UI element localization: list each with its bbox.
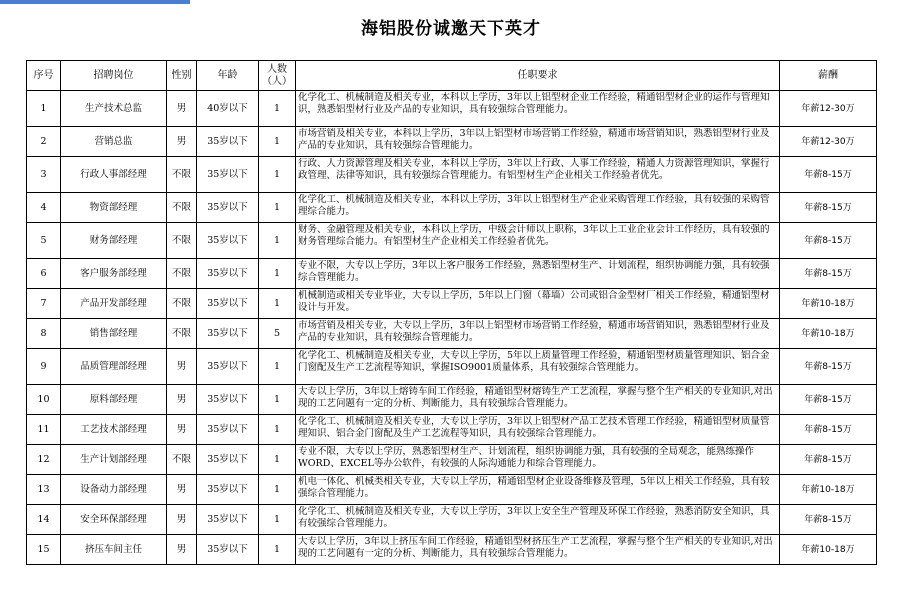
row-no: 14	[27, 505, 61, 535]
requirements-text: 市场营销及相关专业，大专以上学历，3年以上铝型材市场营销工作经验，精通市场营销知识，熟悉铝型材行业及产品的专业知识，具有较强综合管理能力。	[298, 320, 770, 343]
row-count: 1	[259, 505, 296, 535]
row-position: 营销总监	[61, 127, 167, 157]
requirements-text: 机电一体化、机械类相关专业，大专以上学历，精通铝型材企业设备维修及管理，5年以上相关工作经验，具有较强综合管理能力。	[298, 476, 770, 499]
row-age: 35岁以下	[197, 259, 259, 289]
row-position: 工艺技术部经理	[61, 415, 167, 445]
table-row	[27, 127, 877, 157]
row-no: 4	[27, 193, 61, 223]
row-gender: 不限	[167, 445, 197, 475]
table-row	[27, 193, 877, 223]
row-salary: 年薪8-15万	[780, 385, 877, 415]
row-gender: 男	[167, 385, 197, 415]
row-requirements	[296, 475, 780, 505]
row-no: 6	[27, 259, 61, 289]
row-count: 1	[259, 193, 296, 223]
requirements-text: 专业不限，大专以上学历，3年以上客户服务工作经验，熟悉铝型材生产、计划流程，组织协调能力强，具有较强综合管理能力。	[298, 260, 770, 283]
table-row	[27, 223, 877, 259]
row-salary: 年薪8-15万	[780, 259, 877, 289]
row-count: 1	[259, 415, 296, 445]
table-row	[27, 259, 877, 289]
row-count: 1	[259, 289, 296, 319]
row-position: 原料部经理	[61, 385, 167, 415]
row-salary: 年薪8-15万	[780, 415, 877, 445]
row-no: 10	[27, 385, 61, 415]
row-requirements	[296, 349, 780, 385]
row-requirements	[296, 445, 780, 475]
row-age: 35岁以下	[197, 223, 259, 259]
row-requirements	[296, 193, 780, 223]
requirements-text: 化学化工、机械制造及相关专业，本科以上学历，3年以上铝型材企业工作经验，精通铝型材企业的运作与管理知识，熟悉铝型材行业及产品的专业知识，具有较强综合管理能力。	[298, 92, 770, 115]
row-position: 品质管理部经理	[61, 349, 167, 385]
table-row	[27, 289, 877, 319]
row-gender: 男	[167, 415, 197, 445]
row-count: 1	[259, 385, 296, 415]
row-gender: 男	[167, 535, 197, 565]
row-age: 35岁以下	[197, 289, 259, 319]
row-position: 设备动力部经理	[61, 475, 167, 505]
row-salary: 年薪8-15万	[780, 157, 877, 193]
row-requirements	[296, 157, 780, 193]
row-requirements	[296, 289, 780, 319]
header-count-line1: 人数	[267, 63, 287, 75]
requirements-text: 机械制造或相关专业毕业，大专以上学历，5年以上门窗（幕墙）公司或铝合金型材厂相关工作经验，精通铝型材设计与开发。	[298, 290, 770, 313]
row-requirements	[296, 505, 780, 535]
table-row	[27, 157, 877, 193]
table-header-row	[27, 61, 877, 91]
row-position: 客户服务部经理	[61, 259, 167, 289]
row-gender: 男	[167, 349, 197, 385]
row-position: 产品开发部经理	[61, 289, 167, 319]
row-count: 1	[259, 445, 296, 475]
recruitment-table	[26, 60, 877, 565]
row-count: 1	[259, 91, 296, 127]
row-gender: 不限	[167, 319, 197, 349]
row-requirements	[296, 223, 780, 259]
header-count	[259, 61, 296, 91]
table-row	[27, 535, 877, 565]
table-row	[27, 319, 877, 349]
header-age: 年龄	[197, 61, 259, 91]
row-gender: 不限	[167, 193, 197, 223]
row-no: 13	[27, 475, 61, 505]
row-requirements	[296, 415, 780, 445]
table-row	[27, 415, 877, 445]
row-count: 1	[259, 127, 296, 157]
requirements-text: 专业不限，大专以上学历，熟悉铝型材生产、计划流程，组织协调能力强，具有较强的全局观念，能熟练操作WORD、EXCEL等办公软件，有较强的人际沟通能力和综合管理能力。	[298, 446, 755, 469]
header-position: 招聘岗位	[61, 61, 167, 91]
row-requirements	[296, 127, 780, 157]
row-no: 1	[27, 91, 61, 127]
header-gender: 性别	[167, 61, 197, 91]
row-age: 35岁以下	[197, 349, 259, 385]
row-salary: 年薪10-18万	[780, 289, 877, 319]
row-gender: 男	[167, 91, 197, 127]
table-row	[27, 475, 877, 505]
requirements-text: 大专以上学历，3年以上熔铸车间工作经验，精通铝型材熔铸生产工艺流程，掌握与整个生产相关的专业知识,对出现的工艺问题有一定的分析、判断能力，具有较强综合管理能力。	[298, 386, 773, 409]
row-requirements	[296, 385, 780, 415]
row-age: 35岁以下	[197, 505, 259, 535]
requirements-text: 化学化工、机械制造及相关专业，大专以上学历，3年以上安全生产管理及环保工作经验，熟悉消防安全知识，具有较强综合管理能力。	[298, 506, 770, 529]
row-age: 40岁以下	[197, 91, 259, 127]
row-gender: 男	[167, 127, 197, 157]
row-count: 1	[259, 475, 296, 505]
requirements-text: 大专以上学历，3年以上挤压车间工作经验，精通铝型材挤压生产工艺流程，掌握与整个生产相关的专业知识,对出现的工艺问题有一定的分析、判断能力，具有较强综合管理能力。	[298, 536, 773, 559]
requirements-text: 财务、金融管理及相关专业，本科以上学历，中级会计师以上职称，3年以上工业企业会计工作经历，具有较强的财务管理综合能力。有铝型材生产企业相关工作经验者优先。	[298, 224, 770, 247]
row-salary: 年薪10-18万	[780, 475, 877, 505]
row-count: 1	[259, 349, 296, 385]
row-salary: 年薪10-18万	[780, 319, 877, 349]
row-position: 财务部经理	[61, 223, 167, 259]
header-requirements: 任职要求	[296, 61, 780, 91]
row-requirements	[296, 535, 780, 565]
header-no: 序号	[27, 61, 61, 91]
row-no: 11	[27, 415, 61, 445]
requirements-text: 化学化工、机械制造及相关专业，大专以上学历，3年以上铝型材产品工艺技术管理工作经验，精通铝型材质量管理知识、铝合金门窗配及生产工艺流程等知识，具有较强综合管理能力。	[298, 416, 770, 439]
row-salary: 年薪12-30万	[780, 91, 877, 127]
requirements-text: 行政、人力资源管理及相关专业，本科以上学历，3年以上行政、人事工作经验，精通人力资源管理知识，掌握行政管理、法律等知识，具有较强综合管理能力。有铝型材生产企业相关工作经验者优先。	[298, 158, 770, 181]
row-requirements	[296, 259, 780, 289]
row-position: 生产技术总监	[61, 91, 167, 127]
row-no: 15	[27, 535, 61, 565]
row-position: 销售部经理	[61, 319, 167, 349]
row-salary: 年薪8-15万	[780, 505, 877, 535]
row-gender: 不限	[167, 259, 197, 289]
row-gender: 不限	[167, 289, 197, 319]
top-bar-accent	[0, 0, 190, 4]
top-bar	[0, 0, 902, 4]
row-no: 2	[27, 127, 61, 157]
row-salary: 年薪12-30万	[780, 127, 877, 157]
row-position: 安全环保部经理	[61, 505, 167, 535]
row-no: 9	[27, 349, 61, 385]
requirements-text: 化学化工、机械制造及相关专业，大专以上学历，5年以上质量管理工作经验，精通铝型材质量管理知识、铝合金门窗配及生产工艺流程等知识，掌握ISO9001质量体系，具有较强综合管理能力。	[298, 350, 770, 373]
row-no: 12	[27, 445, 61, 475]
row-age: 35岁以下	[197, 193, 259, 223]
row-no: 8	[27, 319, 61, 349]
row-count: 1	[259, 259, 296, 289]
table-body	[27, 91, 877, 565]
row-age: 35岁以下	[197, 475, 259, 505]
header-count-line2: （人）	[262, 75, 292, 87]
row-no: 7	[27, 289, 61, 319]
row-salary: 年薪8-15万	[780, 445, 877, 475]
row-age: 35岁以下	[197, 157, 259, 193]
row-age: 35岁以下	[197, 385, 259, 415]
table-row	[27, 445, 877, 475]
requirements-text: 市场营销及相关专业，本科以上学历，3年以上铝型材市场营销工作经验，精通市场营销知识，熟悉铝型材行业及产品的专业知识，具有较强综合管理能力。	[298, 128, 770, 151]
page-title: 海铝股份诚邀天下英才	[361, 19, 541, 39]
row-salary: 年薪8-15万	[780, 193, 877, 223]
row-age: 35岁以下	[197, 535, 259, 565]
row-position: 物资部经理	[61, 193, 167, 223]
table-row	[27, 505, 877, 535]
row-gender: 不限	[167, 223, 197, 259]
row-salary: 年薪8-15万	[780, 349, 877, 385]
row-count: 1	[259, 535, 296, 565]
row-age: 35岁以下	[197, 319, 259, 349]
row-age: 35岁以下	[197, 127, 259, 157]
header-salary: 薪酬	[780, 61, 877, 91]
row-no: 3	[27, 157, 61, 193]
row-count: 1	[259, 223, 296, 259]
row-position: 行政人事部经理	[61, 157, 167, 193]
requirements-text: 化学化工、机械制造及相关专业，本科以上学历，3年以上铝型材生产企业采购管理工作经验，具有较强的采购管理综合能力。	[298, 194, 770, 217]
row-age: 35岁以下	[197, 445, 259, 475]
row-count: 1	[259, 157, 296, 193]
row-position: 生产计划部经理	[61, 445, 167, 475]
row-salary: 年薪10-18万	[780, 535, 877, 565]
row-requirements	[296, 319, 780, 349]
table-row	[27, 385, 877, 415]
row-position: 挤压车间主任	[61, 535, 167, 565]
row-age: 35岁以下	[197, 415, 259, 445]
row-gender: 男	[167, 475, 197, 505]
row-gender: 男	[167, 505, 197, 535]
table-row	[27, 349, 877, 385]
row-no: 5	[27, 223, 61, 259]
row-salary: 年薪8-15万	[780, 223, 877, 259]
table-row	[27, 91, 877, 127]
row-requirements	[296, 91, 780, 127]
row-gender: 不限	[167, 157, 197, 193]
row-count: 5	[259, 319, 296, 349]
